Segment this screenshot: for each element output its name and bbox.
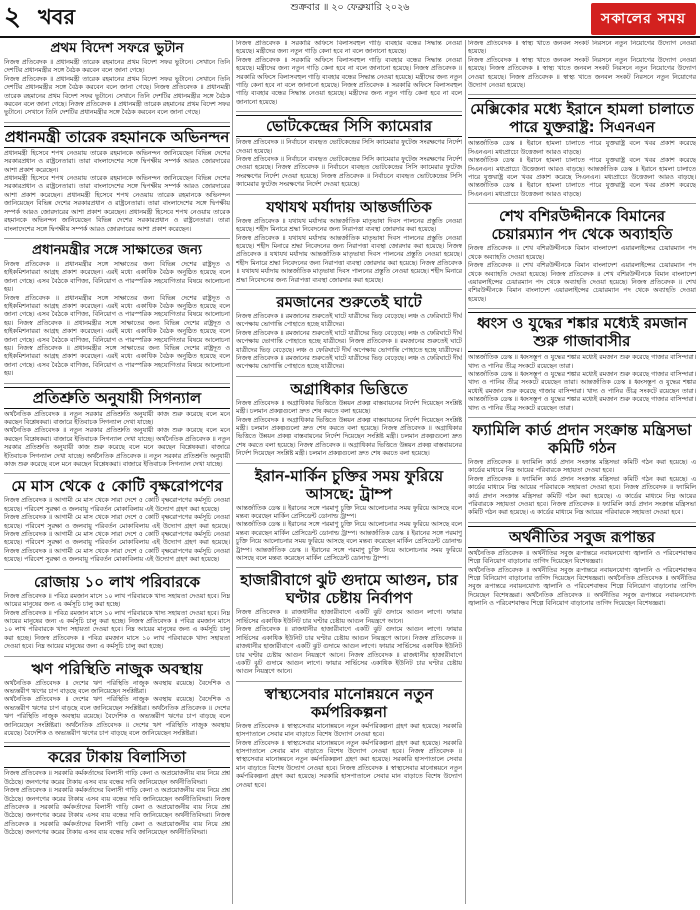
- article: [4, 477, 230, 564]
- article-body-continued: নিজস্ব প্রতিবেদক ॥ শেখ বশিরউদ্দীনকে বিমান বাংলাদেশ এয়ারলাইন্সের চেয়ারম্যান পদ থেকে অব্যাহতি দেওয়া হয়েছে। নিজস্ব প্রতিবেদক ॥ শেখ বশিরউদ্দীনকে বিমান বাংলাদেশ এয়ারলাইন্সের চেয়ারম্যান পদ থেকে অব্যাহতি দেওয়া হয়েছে। নিজস্ব প্রতিবেদক ॥ শেখ বশিরউদ্দীনকে বিমান বাংলাদেশ এয়ারলাইন্সের চেয়ারম্যান পদ থেকে অব্যাহতি দেওয়া হয়েছে।: [468, 262, 696, 303]
- article-headline: রমজানের শুরুতেই ঘাটে: [276, 292, 422, 311]
- article-separator: [4, 742, 230, 743]
- article-body-continued: নিজস্ব প্রতিবেদক ॥ প্রধানমন্ত্রীর সঙ্গে সাক্ষাতের জন্য বিভিন্ন দেশের রাষ্ট্রদূত ও হাইকমিশনাররা আগ্রহ প্রকাশ করেছেন। এরই মধ্যে একাধিক বৈঠক অনুষ্ঠিত হয়েছে বলে জানা গেছে। এসব বৈঠকে বাণিজ্য, বিনিয়োগ ও পারস্পরিক সহযোগিতার বিষয়ে আলোচনা হয়। নিজস্ব প্রতিবেদক ॥ প্রধানমন্ত্রীর সঙ্গে সাক্ষাতের জন্য বিভিন্ন দেশের রাষ্ট্রদূত ও হাইকমিশনাররা আগ্রহ প্রকাশ করেছেন। এরই মধ্যে একাধিক বৈঠক অনুষ্ঠিত হয়েছে বলে জানা গেছে। এসব বৈঠকে বাণিজ্য, বিনিয়োগ ও পারস্পরিক সহযোগিতার বিষয়ে আলোচনা হয়। নিজস্ব প্রতিবেদক ॥ প্রধানমন্ত্রীর সঙ্গে সাক্ষাতের জন্য বিভিন্ন দেশের রাষ্ট্রদূত ও হাইকমিশনাররা আগ্রহ প্রকাশ করেছেন। এরই মধ্যে একাধিক বৈঠক অনুষ্ঠিত হয়েছে বলে জানা গেছে। এসব বৈঠকে বাণিজ্য, বিনিয়োগ ও পারস্পরিক সহযোগিতার বিষয়ে আলোচনা হয়।: [4, 294, 230, 378]
- article-headline: ইরান-মার্কিন চুক্তির সময় ফুরিয়ে আসছে: ট্রাম্প: [254, 466, 444, 503]
- article: [4, 126, 230, 234]
- article-separator: [468, 203, 696, 204]
- article: [236, 571, 462, 676]
- article: [4, 387, 230, 470]
- article-separator: [236, 111, 462, 112]
- article-body-continued: অর্থনৈতিক প্রতিবেদক ॥ অর্থনীতির সবুজ রূপান্তরে নবায়নযোগ্য জ্বালানি ও পরিবেশবান্ধব শিল্পে বিনিয়োগ বাড়ানোর তাগিদ দিয়েছেন বিশেষজ্ঞরা। অর্থনৈতিক প্রতিবেদক ॥ অর্থনীতির সবুজ রূপান্তরে নবায়নযোগ্য জ্বালানি ও পরিবেশবান্ধব শিল্পে বিনিয়োগ বাড়ানোর তাগিদ দিয়েছেন বিশেষজ্ঞরা। অর্থনৈতিক প্রতিবেদক ॥ অর্থনীতির সবুজ রূপান্তরে নবায়নযোগ্য জ্বালানি ও পরিবেশবান্ধব শিল্পে বিনিয়োগ বাড়ানোর তাগিদ দিয়েছেন বিশেষজ্ঞরা।: [468, 566, 696, 608]
- article-headline: ধ্বংস ও যুদ্ধের শঙ্কার মধ্যেই রমজান শুরু গাজাবাসীর: [468, 312, 696, 352]
- article-body-continued: নিজস্ব প্রতিবেদক ॥ যথাযথ মর্যাদায় আন্তর্জাতিক মাতৃভাষা দিবস পালনের প্রস্তুতি নেওয়া হয়েছে। শহীদ মিনারে শ্রদ্ধা নিবেদনের জন্য নিরাপত্তা ব্যবস্থা জোরদার করা হয়েছে। নিজস্ব প্রতিবেদক ॥ যথাযথ মর্যাদায় আন্তর্জাতিক মাতৃভাষা দিবস পালনের প্রস্তুতি নেওয়া হয়েছে। শহীদ মিনারে শ্রদ্ধা নিবেদনের জন্য নিরাপত্তা ব্যবস্থা জোরদার করা হয়েছে। নিজস্ব প্রতিবেদক ॥ যথাযথ মর্যাদায় আন্তর্জাতিক মাতৃভাষা দিবস পালনের প্রস্তুতি নেওয়া হয়েছে। শহীদ মিনারে শ্রদ্ধা নিবেদনের জন্য নিরাপত্তা ব্যবস্থা জোরদার করা হয়েছে।: [236, 234, 462, 284]
- article-body-continued: অর্থনৈতিক প্রতিবেদক ॥ দেশের ঋণ পরিস্থিতি নাজুক অবস্থায় রয়েছে। বৈদেশিক ও অভ্যন্তরীণ ঋণের চাপ বাড়ছে বলে জানিয়েছেন সংশ্লিষ্টরা। অর্থনৈতিক প্রতিবেদক ॥ দেশের ঋণ পরিস্থিতি নাজুক অবস্থায় রয়েছে। বৈদেশিক ও অভ্যন্তরীণ ঋণের চাপ বাড়ছে বলে জানিয়েছেন সংশ্লিষ্টরা। অর্থনৈতিক প্রতিবেদক ॥ দেশের ঋণ পরিস্থিতি নাজুক অবস্থায় রয়েছে। বৈদেশিক ও অভ্যন্তরীণ ঋণের চাপ বাড়ছে বলে জানিয়েছেন সংশ্লিষ্টরা।: [4, 696, 230, 737]
- article: [468, 526, 696, 609]
- article-headline: হাজারীবাগে ঝুট গুদামে আগুন, চার ঘণ্টার চেষ্টায় নির্বাপণ: [240, 571, 458, 608]
- article-headline: মেক্সিকোর মধ্যে ইরানে হামলা চালাতে পারে যুক্তরাষ্ট্র: সিএনএন: [468, 98, 696, 138]
- dateline: শুক্রবার ॥ ২০ ফেব্রুয়ারি ২০২৬: [290, 2, 410, 13]
- article: [236, 115, 462, 189]
- column-divider: [465, 40, 466, 904]
- article: [236, 40, 462, 107]
- article-body-continued: প্রধানমন্ত্রী হিসেবে শপথ নেওয়ায় তারেক রহমানকে অভিনন্দন জানিয়েছেন বিভিন্ন দেশের সরকারপ্রধান ও রাষ্ট্রনেতারা। তারা বাংলাদেশের সঙ্গে দ্বিপক্ষীয় সম্পর্ক আরও জোরদারের আশা প্রকাশ করেছেন। প্রধানমন্ত্রী হিসেবে শপথ নেওয়ায় তারেক রহমানকে অভিনন্দন জানিয়েছেন বিভিন্ন দেশের সরকারপ্রধান ও রাষ্ট্রনেতারা। তারা বাংলাদেশের সঙ্গে দ্বিপক্ষীয় সম্পর্ক আরও জোরদারের আশা প্রকাশ করেছেন। প্রধানমন্ত্রী হিসেবে শপথ নেওয়ায় তারেক রহমানকে অভিনন্দন জানিয়েছেন বিভিন্ন দেশের সরকারপ্রধান ও রাষ্ট্রনেতারা। তারা বাংলাদেশের সঙ্গে দ্বিপক্ষীয় সম্পর্ক আরও জোরদারের আশা প্রকাশ করেছেন।: [4, 175, 230, 233]
- article-body-continued: নিজস্ব প্রতিবেদক ॥ সরকারি কর্মকর্তাদের বিলাসী গাড়ি কেনা ও অপ্রয়োজনীয় ব্যয় নিয়ে প্রশ্ন উঠেছে। জনগণের করের টাকায় এসব ব্যয় বন্ধের দাবি জানিয়েছেন অর্থনীতিবিদরা। নিজস্ব প্রতিবেদক ॥ সরকারি কর্মকর্তাদের বিলাসী গাড়ি কেনা ও অপ্রয়োজনীয় ব্যয় নিয়ে প্রশ্ন উঠেছে। জনগণের করের টাকায় এসব ব্যয় বন্ধের দাবি জানিয়েছেন অর্থনীতিবিদরা। নিজস্ব প্রতিবেদক ॥ সরকারি কর্মকর্তাদের বিলাসী গাড়ি কেনা ও অপ্রয়োজনীয় ব্যয় নিয়ে প্রশ্ন উঠেছে। জনগণের করের টাকায় এসব ব্যয় বন্ধের দাবি জানিয়েছেন অর্থনীতিবিদরা।: [4, 787, 230, 837]
- article: [236, 380, 462, 459]
- article-body-continued: আন্তর্জাতিক ডেস্ক ॥ ইরানে হামলা চালাতে পারে যুক্তরাষ্ট্র বলে খবর প্রকাশ করেছে সিএনএন। মধ্যপ্রাচ্যে উত্তেজনা আরও বাড়ছে। আন্তর্জাতিক ডেস্ক ॥ ইরানে হামলা চালাতে পারে যুক্তরাষ্ট্র বলে খবর প্রকাশ করেছে সিএনএন। মধ্যপ্রাচ্যে উত্তেজনা আরও বাড়ছে। আন্তর্জাতিক ডেস্ক ॥ ইরানে হামলা চালাতে পারে যুক্তরাষ্ট্র বলে খবর প্রকাশ করেছে সিএনএন। মধ্যপ্রাচ্যে উত্তেজনা আরও বাড়ছে।: [468, 157, 696, 198]
- article-body: নিজস্ব প্রতিবেদক ॥ প্রধানমন্ত্রী তারেক রহমানের প্রথম বিদেশ সফর ভুটানে। সেখানে তিনি দেশটির প্রধানমন্ত্রীর সঙ্গে বৈঠক করবেন বলে জানা গেছে।: [4, 59, 230, 75]
- article: [236, 293, 462, 372]
- article-body: নিজস্ব প্রতিবেদক ॥ প্রধানমন্ত্রীর সঙ্গে সাক্ষাতের জন্য বিভিন্ন দেশের রাষ্ট্রদূত ও হাইকমিশনাররা আগ্রহ প্রকাশ করেছেন। এরই মধ্যে একাধিক বৈঠক অনুষ্ঠিত হয়েছে বলে জানা গেছে। এসব বৈঠকে বাণিজ্য, বিনিয়োগ ও পারস্পরিক সহযোগিতার বিষয়ে আলোচনা হয়।: [4, 260, 230, 294]
- article-body: আন্তর্জাতিক ডেস্ক ॥ ইরানের সঙ্গে পরমাণু চুক্তি নিয়ে আলোচনার সময় ফুরিয়ে আসছে বলে মন্তব্য করেছেন মার্কিন প্রেসিডেন্ট ডোনাল্ড ট্রাম্প।: [236, 504, 462, 521]
- article-headline: ফ্যামিলি কার্ড প্রদান সংক্রান্ত মন্ত্রিসভা কমিটি গঠন: [472, 420, 692, 457]
- article-separator: [236, 194, 462, 195]
- article: [4, 242, 230, 379]
- column-2: [236, 40, 462, 904]
- article-body-continued: নিজস্ব প্রতিবেদক ॥ প্রধানমন্ত্রী তারেক রহমানের প্রথম বিদেশ সফর ভুটানে। সেখানে তিনি দেশটির প্রধানমন্ত্রীর সঙ্গে বৈঠক করবেন বলে জানা গেছে। নিজস্ব প্রতিবেদক ॥ প্রধানমন্ত্রী তারেক রহমানের প্রথম বিদেশ সফর ভুটানে। সেখানে তিনি দেশটির প্রধানমন্ত্রীর সঙ্গে বৈঠক করবেন বলে জানা গেছে। নিজস্ব প্রতিবেদক ॥ প্রধানমন্ত্রী তারেক রহমানের প্রথম বিদেশ সফর ভুটানে। সেখানে তিনি দেশটির প্রধানমন্ত্রীর সঙ্গে বৈঠক করবেন বলে জানা গেছে।: [4, 75, 230, 117]
- article: [4, 746, 230, 837]
- article-body: নিজস্ব প্রতিবেদক ॥ পবিত্র রমজান মাসে ১০ লাখ পরিবারকে খাদ্য সহায়তা দেওয়া হবে। নিম্ন আয়ের মানুষের জন্য এ কর্মসূচি চালু করা হচ্ছে।: [4, 592, 230, 609]
- article-body: নিজস্ব প্রতিবেদক ॥ নির্বাচনে ব্যবহৃত ভোটকেন্দ্রের সিসি ক্যামেরার ফুটেজ সংরক্ষণের নির্দেশ দেওয়া হয়েছে।: [236, 139, 462, 155]
- article: [4, 40, 230, 118]
- article-body-continued: নিজস্ব প্রতিবেদক ॥ অগ্রাধিকার ভিত্তিতে উন্নয়ন প্রকল্প বাস্তবায়নের নির্দেশ দিয়েছেন সংশ্লিষ্ট মন্ত্রী। চলমান প্রকল্পগুলো দ্রুত শেষ করতে বলা হয়েছে। নিজস্ব প্রতিবেদক ॥ অগ্রাধিকার ভিত্তিতে উন্নয়ন প্রকল্প বাস্তবায়নের নির্দেশ দিয়েছেন সংশ্লিষ্ট মন্ত্রী। চলমান প্রকল্পগুলো দ্রুত শেষ করতে বলা হয়েছে। নিজস্ব প্রতিবেদক ॥ অগ্রাধিকার ভিত্তিতে উন্নয়ন প্রকল্প বাস্তবায়নের নির্দেশ দিয়েছেন সংশ্লিষ্ট মন্ত্রী। চলমান প্রকল্পগুলো দ্রুত শেষ করতে বলা হয়েছে।: [236, 416, 462, 458]
- article-body-continued: আন্তর্জাতিক ডেস্ক ॥ ইরানের সঙ্গে পরমাণু চুক্তি নিয়ে আলোচনার সময় ফুরিয়ে আসছে বলে মন্তব্য করেছেন মার্কিন প্রেসিডেন্ট ডোনাল্ড ট্রাম্প। আন্তর্জাতিক ডেস্ক ॥ ইরানের সঙ্গে পরমাণু চুক্তি নিয়ে আলোচনার সময় ফুরিয়ে আসছে বলে মন্তব্য করেছেন মার্কিন প্রেসিডেন্ট ডোনাল্ড ট্রাম্প। আন্তর্জাতিক ডেস্ক ॥ ইরানের সঙ্গে পরমাণু চুক্তি নিয়ে আলোচনার সময় ফুরিয়ে আসছে বলে মন্তব্য করেছেন মার্কিন প্রেসিডেন্ট ডোনাল্ড ট্রাম্প।: [236, 521, 462, 563]
- article-body-continued: নিজস্ব প্রতিবেদক ॥ নির্বাচনে ব্যবহৃত ভোটকেন্দ্রের সিসি ক্যামেরার ফুটেজ সংরক্ষণের নির্দেশ দেওয়া হয়েছে। নিজস্ব প্রতিবেদক ॥ নির্বাচনে ব্যবহৃত ভোটকেন্দ্রের সিসি ক্যামেরার ফুটেজ সংরক্ষণের নির্দেশ দেওয়া হয়েছে। নিজস্ব প্রতিবেদক ॥ নির্বাচনে ব্যবহৃত ভোটকেন্দ্রের সিসি ক্যামেরার ফুটেজ সংরক্ষণের নির্দেশ দেওয়া হয়েছে।: [236, 156, 462, 189]
- article-body-continued: নিজস্ব প্রতিবেদক ॥ স্বাস্থ্যসেবার মানোন্নয়নে নতুন কর্মপরিকল্পনা গ্রহণ করা হয়েছে। সরকারি হাসপাতালে সেবার মান বাড়াতে বিশেষ উদ্যোগ নেওয়া হবে। নিজস্ব প্রতিবেদক ॥ স্বাস্থ্যসেবার মানোন্নয়নে নতুন কর্মপরিকল্পনা গ্রহণ করা হয়েছে। সরকারি হাসপাতালে সেবার মান বাড়াতে বিশেষ উদ্যোগ নেওয়া হবে। নিজস্ব প্রতিবেদক ॥ স্বাস্থ্যসেবার মানোন্নয়নে নতুন কর্মপরিকল্পনা গ্রহণ করা হয়েছে। সরকারি হাসপাতালে সেবার মান বাড়াতে বিশেষ উদ্যোগ নেওয়া হবে।: [236, 739, 462, 789]
- article-body: আন্তর্জাতিক ডেস্ক ॥ ধ্বংসস্তূপ ও যুদ্ধের শঙ্কার মধ্যেই রমজান শুরু করেছে গাজার বাসিন্দারা। খাদ্য ও পানির তীব্র সংকটে রয়েছেন তারা।: [468, 354, 696, 370]
- article-separator: [4, 122, 230, 123]
- article-body: নিজস্ব প্রতিবেদক ॥ স্বাস্থ্যসেবার মানোন্নয়নে নতুন কর্মপরিকল্পনা গ্রহণ করা হয়েছে। সরকারি হাসপাতালে সেবার মান বাড়াতে বিশেষ উদ্যোগ নেওয়া হবে।: [236, 722, 462, 739]
- article-headline: অর্থনীতির সবুজ রূপান্তর: [468, 526, 696, 548]
- article-body: অর্থনৈতিক প্রতিবেদক ॥ অর্থনীতির সবুজ রূপান্তরে নবায়নযোগ্য জ্বালানি ও পরিবেশবান্ধব শিল্পে বিনিয়োগ বাড়ানোর তাগিদ দিয়েছেন বিশেষজ্ঞরা।: [468, 549, 696, 566]
- article-body: প্রধানমন্ত্রী হিসেবে শপথ নেওয়ায় তারেক রহমানকে অভিনন্দন জানিয়েছেন বিভিন্ন দেশের সরকারপ্রধান ও রাষ্ট্রনেতারা। তারা বাংলাদেশের সঙ্গে দ্বিপক্ষীয় সম্পর্ক আরও জোরদারের আশা প্রকাশ করেছেন।: [4, 149, 230, 174]
- article-separator: [236, 463, 462, 464]
- article-separator: [468, 417, 696, 418]
- article-separator: [236, 289, 462, 290]
- newspaper-logo: সকালের সময়: [591, 3, 696, 35]
- article-headline: রোজায় ১০ লাখ পরিবারকে: [33, 572, 201, 591]
- section-title: খবর: [38, 5, 76, 29]
- article-headline: শেখ বশিরউদ্দীনকে বিমানের চেয়ারম্যান পদ থেকে অব্যাহতি: [491, 207, 673, 244]
- article-body: নিজস্ব প্রতিবেদক ॥ ফ্যামিলি কার্ড প্রদান সংক্রান্ত মন্ত্রিসভা কমিটি গঠন করা হয়েছে। এ কার্ডের মাধ্যমে নিম্ন আয়ের পরিবারকে সহায়তা দেওয়া হবে।: [468, 458, 696, 475]
- article-body: নিজস্ব প্রতিবেদক ॥ সরকারি কর্মকর্তাদের বিলাসী গাড়ি কেনা ও অপ্রয়োজনীয় ব্যয় নিয়ে প্রশ্ন উঠেছে। জনগণের করের টাকায় এসব ব্যয় বন্ধের দাবি জানিয়েছেন অর্থনীতিবিদরা।: [4, 770, 230, 786]
- article-headline: প্রথম বিদেশ সফরে ভুটান: [50, 40, 184, 56]
- article-body: অর্থনৈতিক প্রতিবেদক ॥ নতুন সরকার প্রতিশ্রুতি অনুযায়ী কাজ শুরু করেছে বলে মনে করছেন বিশ্লেষকরা। বাজারে ইতিবাচক সিগন্যাল দেখা যাচ্ছে।: [4, 410, 230, 426]
- article-separator: [236, 681, 462, 682]
- article: [236, 685, 462, 790]
- article-body-continued: নিজস্ব প্রতিবেদক ॥ পবিত্র রমজান মাসে ১০ লাখ পরিবারকে খাদ্য সহায়তা দেওয়া হবে। নিম্ন আয়ের মানুষের জন্য এ কর্মসূচি চালু করা হচ্ছে। নিজস্ব প্রতিবেদক ॥ পবিত্র রমজান মাসে ১০ লাখ পরিবারকে খাদ্য সহায়তা দেওয়া হবে। নিম্ন আয়ের মানুষের জন্য এ কর্মসূচি চালু করা হচ্ছে। নিজস্ব প্রতিবেদক ॥ পবিত্র রমজান মাসে ১০ লাখ পরিবারকে খাদ্য সহায়তা দেওয়া হবে। নিম্ন আয়ের মানুষের জন্য এ কর্মসূচি চালু করা হচ্ছে।: [4, 609, 230, 651]
- article-body-continued: নিজস্ব প্রতিবেদক ॥ রমজানের শুরুতেই ঘাটে যাত্রীদের ভিড় বেড়েছে। লঞ্চ ও ফেরিঘাটে দীর্ঘ অপেক্ষায় ভোগান্তি পোহাতে হচ্ছে যাত্রীদের। নিজস্ব প্রতিবেদক ॥ রমজানের শুরুতেই ঘাটে যাত্রীদের ভিড় বেড়েছে। লঞ্চ ও ফেরিঘাটে দীর্ঘ অপেক্ষায় ভোগান্তি পোহাতে হচ্ছে যাত্রীদের। নিজস্ব প্রতিবেদক ॥ রমজানের শুরুতেই ঘাটে যাত্রীদের ভিড় বেড়েছে। লঞ্চ ও ফেরিঘাটে দীর্ঘ অপেক্ষায় ভোগান্তি পোহাতে হচ্ছে যাত্রীদের।: [236, 329, 462, 371]
- article: [236, 198, 462, 285]
- article-body: নিজস্ব প্রতিবেদক ॥ স্বাস্থ্য খাতে জনবল সংকট নিরসনে নতুন নিয়োগের উদ্যোগ নেওয়া হয়েছে।: [468, 40, 696, 56]
- article: [468, 312, 696, 413]
- article: [468, 207, 696, 304]
- article-body-continued: নিজস্ব প্রতিবেদক ॥ ফ্যামিলি কার্ড প্রদান সংক্রান্ত মন্ত্রিসভা কমিটি গঠন করা হয়েছে। এ কার্ডের মাধ্যমে নিম্ন আয়ের পরিবারকে সহায়তা দেওয়া হবে। নিজস্ব প্রতিবেদক ॥ ফ্যামিলি কার্ড প্রদান সংক্রান্ত মন্ত্রিসভা কমিটি গঠন করা হয়েছে। এ কার্ডের মাধ্যমে নিম্ন আয়ের পরিবারকে সহায়তা দেওয়া হবে। নিজস্ব প্রতিবেদক ॥ ফ্যামিলি কার্ড প্রদান সংক্রান্ত মন্ত্রিসভা কমিটি গঠন করা হয়েছে। এ কার্ডের মাধ্যমে নিম্ন আয়ের পরিবারকে সহায়তা দেওয়া হবে।: [468, 475, 696, 517]
- article-body: নিজস্ব প্রতিবেদক ॥ যথাযথ মর্যাদায় আন্তর্জাতিক মাতৃভাষা দিবস পালনের প্রস্তুতি নেওয়া হয়েছে। শহীদ মিনারে শ্রদ্ধা নিবেদনের জন্য নিরাপত্তা ব্যবস্থা জোরদার করা হয়েছে।: [236, 217, 462, 234]
- article-body-continued: নিজস্ব প্রতিবেদক ॥ রাজধানীর হাজারীবাগে একটি ঝুট গুদামে আগুন লাগে। ফায়ার সার্ভিসের একাধিক ইউনিট চার ঘণ্টার চেষ্টায় আগুন নিয়ন্ত্রণে আনে। নিজস্ব প্রতিবেদক ॥ রাজধানীর হাজারীবাগে একটি ঝুট গুদামে আগুন লাগে। ফায়ার সার্ভিসের একাধিক ইউনিট চার ঘণ্টার চেষ্টায় আগুন নিয়ন্ত্রণে আনে। নিজস্ব প্রতিবেদক ॥ রাজধানীর হাজারীবাগে একটি ঝুট গুদামে আগুন লাগে। ফায়ার সার্ভিসের একাধিক ইউনিট চার ঘণ্টার চেষ্টায় আগুন নিয়ন্ত্রণে আনে।: [236, 626, 462, 676]
- article-headline: করের টাকায় বিলাসিতা: [4, 746, 230, 768]
- page-number: ২: [4, 2, 21, 32]
- article-separator: [4, 383, 230, 384]
- article-headline: ভোটকেন্দ্রের সিসি ক্যামেরার: [236, 115, 462, 137]
- article-headline: প্রতিশ্রুতি অনুযায়ী সিগন্যাল: [4, 387, 230, 409]
- article-headline: ঋণ পরিস্থিতি নাজুক অবস্থায়: [31, 659, 203, 678]
- column-divider: [232, 40, 233, 904]
- masthead: [0, 0, 700, 38]
- article-separator: [4, 238, 230, 239]
- article-separator: [4, 473, 230, 474]
- article-separator: [468, 522, 696, 523]
- article-headline: মে মাস থেকে ৫ কোটি বৃক্ষরোপণের: [11, 477, 223, 496]
- article-separator: [468, 308, 696, 309]
- article-body: অর্থনৈতিক প্রতিবেদক ॥ দেশের ঋণ পরিস্থিতি নাজুক অবস্থায় রয়েছে। বৈদেশিক ও অভ্যন্তরীণ ঋণের চাপ বাড়ছে বলে জানিয়েছেন সংশ্লিষ্টরা।: [4, 679, 230, 695]
- article-separator: [4, 569, 230, 570]
- article-separator: [4, 656, 230, 657]
- article-body-continued: আন্তর্জাতিক ডেস্ক ॥ ধ্বংসস্তূপ ও যুদ্ধের শঙ্কার মধ্যেই রমজান শুরু করেছে গাজার বাসিন্দারা। খাদ্য ও পানির তীব্র সংকটে রয়েছেন তারা। আন্তর্জাতিক ডেস্ক ॥ ধ্বংসস্তূপ ও যুদ্ধের শঙ্কার মধ্যেই রমজান শুরু করেছে গাজার বাসিন্দারা। খাদ্য ও পানির তীব্র সংকটে রয়েছেন তারা। আন্তর্জাতিক ডেস্ক ॥ ধ্বংসস্তূপ ও যুদ্ধের শঙ্কার মধ্যেই রমজান শুরু করেছে গাজার বাসিন্দারা। খাদ্য ও পানির তীব্র সংকটে রয়েছেন তারা।: [468, 370, 696, 412]
- article-body-continued: অর্থনৈতিক প্রতিবেদক ॥ নতুন সরকার প্রতিশ্রুতি অনুযায়ী কাজ শুরু করেছে বলে মনে করছেন বিশ্লেষকরা। বাজারে ইতিবাচক সিগন্যাল দেখা যাচ্ছে। অর্থনৈতিক প্রতিবেদক ॥ নতুন সরকার প্রতিশ্রুতি অনুযায়ী কাজ শুরু করেছে বলে মনে করছেন বিশ্লেষকরা। বাজারে ইতিবাচক সিগন্যাল দেখা যাচ্ছে। অর্থনৈতিক প্রতিবেদক ॥ নতুন সরকার প্রতিশ্রুতি অনুযায়ী কাজ শুরু করেছে বলে মনে করছেন বিশ্লেষকরা। বাজারে ইতিবাচক সিগন্যাল দেখা যাচ্ছে।: [4, 427, 230, 469]
- article-body: নিজস্ব প্রতিবেদক ॥ সরকারি অফিসে বিলাসবহুল গাড়ি ব্যবহার বন্ধের সিদ্ধান্ত নেওয়া হয়েছে। মন্ত্রীদের জন্য নতুন গাড়ি কেনা হবে না বলে জানানো হয়েছে।: [236, 40, 462, 56]
- article: [236, 467, 462, 564]
- article-separator: [468, 94, 696, 95]
- article: [4, 660, 230, 739]
- article-headline: স্বাস্থ্যসেবার মানোন্নয়নে নতুন কর্মপরিকল্পনা: [264, 684, 434, 721]
- column-3: [468, 40, 696, 904]
- article: [468, 98, 696, 199]
- article-headline: যথাযথ মর্যাদায় আন্তর্জাতিক: [266, 197, 432, 216]
- article-body: নিজস্ব প্রতিবেদক ॥ রাজধানীর হাজারীবাগে একটি ঝুট গুদামে আগুন লাগে। ফায়ার সার্ভিসের একাধিক ইউনিট চার ঘণ্টার চেষ্টায় আগুন নিয়ন্ত্রণে আনে।: [236, 609, 462, 625]
- column-1: [4, 40, 230, 904]
- article-headline: অগ্রাধিকার ভিত্তিতে: [290, 379, 408, 398]
- article: [4, 573, 230, 652]
- article-headline: প্রধানমন্ত্রীর সঙ্গে সাক্ষাতের জন্য: [32, 241, 202, 258]
- article-separator: [236, 567, 462, 568]
- article-body: নিজস্ব প্রতিবেদক ॥ অগ্রাধিকার ভিত্তিতে উন্নয়ন প্রকল্প বাস্তবায়নের নির্দেশ দিয়েছেন সংশ্লিষ্ট মন্ত্রী। চলমান প্রকল্পগুলো দ্রুত শেষ করতে বলা হয়েছে।: [236, 399, 462, 416]
- article: [468, 40, 696, 90]
- article-body-continued: নিজস্ব প্রতিবেদক ॥ সরকারি অফিসে বিলাসবহুল গাড়ি ব্যবহার বন্ধের সিদ্ধান্ত নেওয়া হয়েছে। মন্ত্রীদের জন্য নতুন গাড়ি কেনা হবে না বলে জানানো হয়েছে। নিজস্ব প্রতিবেদক ॥ সরকারি অফিসে বিলাসবহুল গাড়ি ব্যবহার বন্ধের সিদ্ধান্ত নেওয়া হয়েছে। মন্ত্রীদের জন্য নতুন গাড়ি কেনা হবে না বলে জানানো হয়েছে। নিজস্ব প্রতিবেদক ॥ সরকারি অফিসে বিলাসবহুল গাড়ি ব্যবহার বন্ধের সিদ্ধান্ত নেওয়া হয়েছে। মন্ত্রীদের জন্য নতুন গাড়ি কেনা হবে না বলে জানানো হয়েছে।: [236, 56, 462, 106]
- article-body: নিজস্ব প্রতিবেদক ॥ শেখ বশিরউদ্দীনকে বিমান বাংলাদেশ এয়ারলাইন্সের চেয়ারম্যান পদ থেকে অব্যাহতি দেওয়া হয়েছে।: [468, 245, 696, 261]
- article-body: আন্তর্জাতিক ডেস্ক ॥ ইরানে হামলা চালাতে পারে যুক্তরাষ্ট্র বলে খবর প্রকাশ করেছে সিএনএন। মধ্যপ্রাচ্যে উত্তেজনা আরও বাড়ছে।: [468, 140, 696, 156]
- article-body: নিজস্ব প্রতিবেদক ॥ আগামী মে মাস থেকে সারা দেশে ৫ কোটি বৃক্ষরোপণের কর্মসূচি নেওয়া হয়েছে। পরিবেশ সুরক্ষা ও জলবায়ু পরিবর্তন মোকাবিলায় এই উদ্যোগ গ্রহণ করা হয়েছে।: [4, 497, 230, 513]
- article-body-continued: নিজস্ব প্রতিবেদক ॥ স্বাস্থ্য খাতে জনবল সংকট নিরসনে নতুন নিয়োগের উদ্যোগ নেওয়া হয়েছে। নিজস্ব প্রতিবেদক ॥ স্বাস্থ্য খাতে জনবল সংকট নিরসনে নতুন নিয়োগের উদ্যোগ নেওয়া হয়েছে। নিজস্ব প্রতিবেদক ॥ স্বাস্থ্য খাতে জনবল সংকট নিরসনে নতুন নিয়োগের উদ্যোগ নেওয়া হয়েছে।: [468, 56, 696, 90]
- article: [468, 421, 696, 518]
- article-body-continued: নিজস্ব প্রতিবেদক ॥ আগামী মে মাস থেকে সারা দেশে ৫ কোটি বৃক্ষরোপণের কর্মসূচি নেওয়া হয়েছে। পরিবেশ সুরক্ষা ও জলবায়ু পরিবর্তন মোকাবিলায় এই উদ্যোগ গ্রহণ করা হয়েছে। নিজস্ব প্রতিবেদক ॥ আগামী মে মাস থেকে সারা দেশে ৫ কোটি বৃক্ষরোপণের কর্মসূচি নেওয়া হয়েছে। পরিবেশ সুরক্ষা ও জলবায়ু পরিবর্তন মোকাবিলায় এই উদ্যোগ গ্রহণ করা হয়েছে। নিজস্ব প্রতিবেদক ॥ আগামী মে মাস থেকে সারা দেশে ৫ কোটি বৃক্ষরোপণের কর্মসূচি নেওয়া হয়েছে। পরিবেশ সুরক্ষা ও জলবায়ু পরিবর্তন মোকাবিলায় এই উদ্যোগ গ্রহণ করা হয়েছে।: [4, 514, 230, 564]
- article-body: নিজস্ব প্রতিবেদক ॥ রমজানের শুরুতেই ঘাটে যাত্রীদের ভিড় বেড়েছে। লঞ্চ ও ফেরিঘাটে দীর্ঘ অপেক্ষায় ভোগান্তি পোহাতে হচ্ছে যাত্রীদের।: [236, 312, 462, 329]
- article-separator: [236, 376, 462, 377]
- article-headline: প্রধানমন্ত্রী তারেক রহমানকে অভিনন্দন: [4, 127, 230, 146]
